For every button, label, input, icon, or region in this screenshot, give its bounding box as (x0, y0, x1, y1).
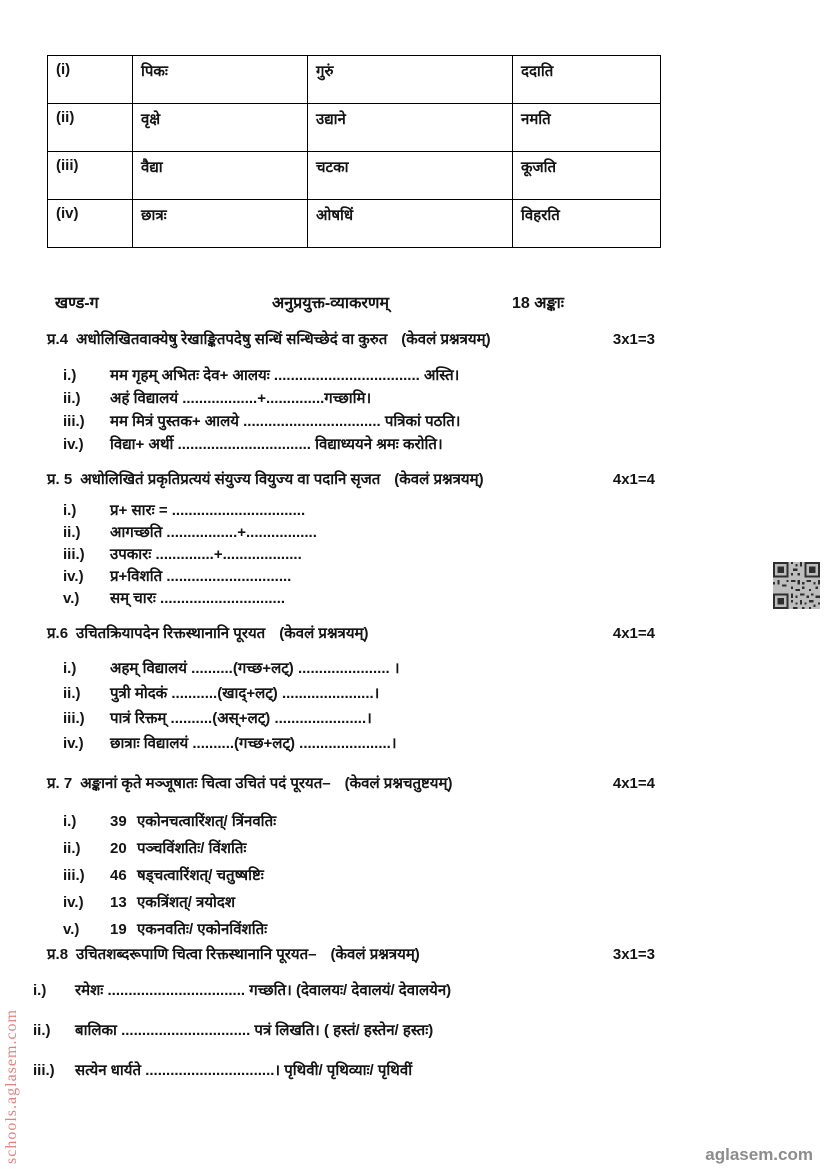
table-cell: नमति (513, 104, 661, 152)
list-item (47, 588, 767, 610)
qr-code-icon (773, 562, 820, 609)
list-item (47, 433, 767, 456)
list-item (47, 544, 767, 566)
question-7-header (47, 774, 655, 794)
list-item (47, 808, 767, 835)
item-text: मम मित्रं पुस्तक+ आलये ................................. पत्रिकां पठति। (110, 413, 461, 430)
exam-content (33, 55, 767, 1093)
table-cell: चटका (308, 152, 513, 200)
table-cell: विहरति (513, 200, 661, 248)
item-text: प्र+ सारः = ................................ (110, 502, 306, 519)
item-number: v.) (63, 921, 80, 938)
section-g-header (47, 294, 767, 314)
list-item (33, 1011, 767, 1051)
item-number: iv.) (63, 735, 84, 752)
item-value: 13 (110, 894, 127, 911)
item-number: ii.) (63, 840, 81, 857)
question-number: प्र. 7 (47, 775, 73, 792)
item-text: छात्राः विद्यालयं ..........(गच्छ+लट्) ......................। (110, 735, 397, 752)
item-text: प्र+विशति .............................. (110, 568, 292, 585)
table-row (48, 104, 661, 152)
item-number: i.) (63, 813, 77, 830)
item-number: v.) (63, 590, 80, 607)
row-number: (ii) (48, 104, 133, 152)
list-item (47, 889, 767, 916)
list-item (33, 1051, 767, 1091)
row-number: (iii) (48, 152, 133, 200)
question-6-header (47, 624, 655, 644)
item-number: i.) (63, 367, 77, 384)
row-number: (i) (48, 56, 133, 104)
table-cell: ओषधिं (308, 200, 513, 248)
list-item (47, 916, 767, 943)
question-number: प्र.4 (47, 331, 69, 348)
item-options: एकनवतिः/ एकोनविंशतिः (137, 921, 268, 938)
item-number: iii.) (63, 867, 85, 884)
table-row (48, 56, 661, 104)
item-text: विद्या+ अर्थी ................................ विद्याध्ययने श्रमः करोति। (110, 436, 443, 453)
item-value: 39 (110, 813, 127, 830)
table-cell: पिकः (133, 56, 308, 104)
table-cell: वृक्षे (133, 104, 308, 152)
item-text: अहं विद्यालयं ..................+..............गच्छामि। (110, 390, 372, 407)
item-number: iv.) (63, 436, 84, 453)
table-cell: कूजति (513, 152, 661, 200)
item-options: षड्चत्वारिंशत्/ चतुष्षष्टिः (137, 867, 264, 884)
table-cell: ददाति (513, 56, 661, 104)
question-marks: 4x1=4 (612, 625, 655, 642)
watermark-left: schools.aglasem.com (3, 1009, 20, 1164)
question-6 (47, 624, 767, 756)
item-value: 19 (110, 921, 127, 938)
list-item (47, 500, 767, 522)
item-value: 20 (110, 840, 127, 857)
item-text: सत्येन धार्यते ...............................। पृथिवी/ पृथिव्याः/ पृथिवीं (75, 1062, 413, 1079)
item-number: i.) (63, 660, 77, 677)
item-number: iv.) (63, 894, 84, 911)
list-item (47, 656, 767, 681)
table-cell: गुरुं (308, 56, 513, 104)
section-title: अनुप्रयुक्त-व्याकरणम् (272, 295, 390, 312)
question-7-items (47, 808, 767, 943)
list-item (47, 387, 767, 410)
item-number: iii.) (63, 546, 85, 563)
list-item (47, 681, 767, 706)
list-item (47, 862, 767, 889)
list-item (47, 731, 767, 756)
list-item (47, 835, 767, 862)
item-text: अहम् विद्यालयं ..........(गच्छ+लट्) ...................... । (110, 660, 400, 677)
question-8-header (47, 945, 655, 965)
table-cell: छात्रः (133, 200, 308, 248)
question-5-header (47, 470, 655, 490)
list-item (33, 971, 767, 1011)
list-item (47, 706, 767, 731)
list-item (47, 522, 767, 544)
item-number: ii.) (63, 524, 81, 541)
question-5-items (47, 500, 767, 610)
item-number: iii.) (63, 413, 85, 430)
table-cell: वैद्या (133, 152, 308, 200)
question-marks: 4x1=4 (612, 775, 655, 792)
table-cell: उद्याने (308, 104, 513, 152)
section-marks: 18 अङ्काः (512, 295, 564, 312)
question-marks: 3x1=3 (612, 946, 655, 963)
item-number: iv.) (63, 568, 84, 585)
question-marks: 3x1=3 (612, 331, 655, 348)
question-text: अधोलिखितवाक्येषु रेखाङ्कितपदेषु सन्धिं सन्धिच्छेदं वा कुरुत (76, 331, 388, 348)
question-number: प्र.8 (47, 946, 69, 963)
question-6-items (47, 656, 767, 756)
question-text: अङ्कानां कृते मञ्जूषातः चित्वा उचितं पदं पूरयत– (80, 775, 331, 792)
question-qualifier: (केवलं प्रश्नत्रयम्) (401, 331, 491, 348)
item-number: ii.) (33, 1022, 51, 1039)
question-7 (47, 774, 767, 943)
table-row (48, 152, 661, 200)
matching-table (47, 55, 661, 248)
question-4-items (47, 364, 767, 456)
question-8 (33, 945, 767, 1091)
table-row (48, 200, 661, 248)
item-text: आगच्छति .................+................. (110, 524, 317, 541)
item-value: 46 (110, 867, 127, 884)
list-item (47, 410, 767, 433)
question-marks: 4x1=4 (612, 471, 655, 488)
section-label: खण्ड-ग (55, 295, 99, 312)
item-text: बालिका ............................... पत्रं लिखति। ( हस्तं/ हस्तेन/ हस्तः) (75, 1022, 434, 1039)
item-options: एकोनचत्वारिंशत्/ त्रिंनवतिः (137, 813, 277, 830)
question-qualifier: (केवलं प्रश्नत्रयम्) (279, 625, 369, 642)
item-number: ii.) (63, 685, 81, 702)
item-number: i.) (33, 982, 47, 999)
item-number: ii.) (63, 390, 81, 407)
watermark-bottom-right: aglasem.com (705, 1145, 813, 1164)
item-text: रमेशः ................................. गच्छति। (देवालयः/ देवालयं/ देवालयेन) (75, 982, 452, 999)
question-4 (47, 330, 767, 456)
item-number: iii.) (33, 1062, 55, 1079)
question-8-items (33, 971, 767, 1091)
question-qualifier: (केवलं प्रश्नत्रयम्) (330, 946, 420, 963)
question-qualifier: (केवलं प्रश्नचतुष्टयम्) (344, 775, 453, 792)
list-item (47, 364, 767, 387)
item-text: उपकारः ..............+................... (110, 546, 302, 563)
item-options: एकत्रिंशत्/ त्रयोदश (137, 894, 236, 911)
question-5 (47, 470, 767, 610)
question-text: उचितशब्दरूपाणि चित्वा रिक्तस्थानानि पूरयत– (76, 946, 317, 963)
item-text: पुत्री मोदकं ...........(खाद्+लट्) ......................। (110, 685, 380, 702)
question-number: प्र.6 (47, 625, 69, 642)
question-qualifier: (केवलं प्रश्नत्रयम्) (394, 471, 484, 488)
item-number: iii.) (63, 710, 85, 727)
question-number: प्र. 5 (47, 471, 73, 488)
question-text: उचितक्रियापदेन रिक्तस्थानानि पूरयत (76, 625, 266, 642)
question-text: अधोलिखितं प्रकृतिप्रत्ययं संयुज्य वियुज्य वा पदानि सृजत (80, 471, 381, 488)
item-number: i.) (63, 502, 77, 519)
list-item (47, 566, 767, 588)
item-options: पञ्चविंशतिः/ विंशतिः (137, 840, 247, 857)
item-text: पात्रं रिक्तम् ..........(अस्+लट्) ......................। (110, 710, 372, 727)
item-text: मम गृहम् अभितः देव+ आलयः ................................... अस्ति। (110, 367, 460, 384)
row-number: (iv) (48, 200, 133, 248)
item-text: सम् चारः .............................. (110, 590, 286, 607)
question-4-header (47, 330, 655, 350)
